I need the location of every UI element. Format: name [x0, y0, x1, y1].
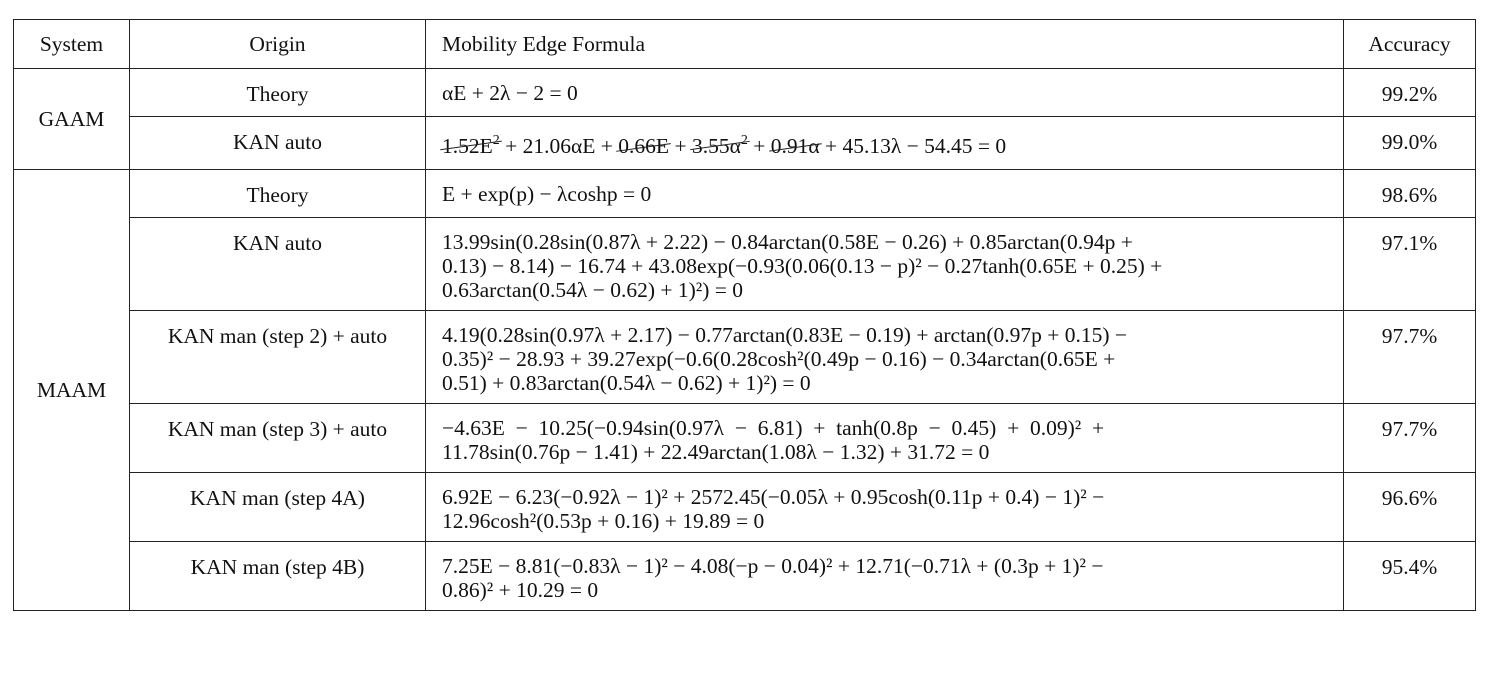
- formula-cell: [426, 473, 1344, 542]
- origin-cell: KAN auto: [130, 218, 426, 311]
- accuracy-cell: 97.7%: [1344, 404, 1476, 473]
- formula-line: 7.25E − 8.81(−0.83λ − 1)² − 4.08(−p − 0.04)² + 12.71(−0.71λ + (0.3p + 1)² −: [442, 554, 1104, 578]
- formula-line: 12.96cosh²(0.53p + 0.16) + 19.89 = 0: [442, 509, 765, 533]
- formula-line: 13.99sin(0.28sin(0.87λ + 2.22) − 0.84arctan(0.58E − 0.26) + 0.85arctan(0.94p +: [442, 230, 1133, 254]
- header-origin: Origin: [130, 20, 426, 69]
- header-formula: Mobility Edge Formula: [426, 20, 1344, 69]
- table-row: [14, 117, 1476, 170]
- accuracy-cell: 95.4%: [1344, 542, 1476, 611]
- header-accuracy: Accuracy: [1344, 20, 1476, 69]
- formula-cell: [426, 69, 1344, 117]
- system-cell-gaam: GAAM: [14, 69, 130, 170]
- formula-line: $1.52E^2 + 21.06\alpha E + 0.66E + 3.55\alpha^2 + 0.91\alpha + 45.13\lambda - 54.45 = 0$: [442, 129, 1331, 158]
- formula-line: αE + 2λ − 2 = 0: [442, 81, 578, 105]
- origin-cell: KAN man (step 4B): [130, 542, 426, 611]
- formula-cell: [426, 117, 1344, 170]
- accuracy-cell: 97.7%: [1344, 311, 1476, 404]
- table-row: [14, 69, 1476, 117]
- accuracy-cell: 99.0%: [1344, 117, 1476, 170]
- formula-line: −4.63E − 10.25(−0.94sin(0.97λ − 6.81) + tanh(0.8p − 0.45) + 0.09)² +: [442, 416, 1105, 440]
- struck-term: 0.91α: [770, 134, 820, 158]
- formula-line: 0.13) − 8.14) − 16.74 + 43.08exp(−0.93(0.06(0.13 − p)² − 0.27tanh(0.65E + 0.25) +: [442, 254, 1163, 278]
- table-row: [14, 542, 1476, 611]
- accuracy-cell: 96.6%: [1344, 473, 1476, 542]
- formula-line: 0.35)² − 28.93 + 39.27exp(−0.6(0.28cosh²(0.49p − 0.16) − 0.34arctan(0.65E +: [442, 347, 1116, 371]
- header-row: [14, 20, 1476, 69]
- origin-cell: KAN man (step 2) + auto: [130, 311, 426, 404]
- formula-line: 4.19(0.28sin(0.97λ + 2.17) − 0.77arctan(0.83E − 0.19) + arctan(0.97p + 0.15) −: [442, 323, 1128, 347]
- origin-cell: Theory: [130, 69, 426, 117]
- formula-line: 11.78sin(0.76p − 1.41) + 22.49arctan(1.08λ − 1.32) + 31.72 = 0: [442, 440, 990, 464]
- formula-line: 0.86)² + 10.29 = 0: [442, 578, 599, 602]
- formula-cell: [426, 218, 1344, 311]
- formula-cell: [426, 404, 1344, 473]
- accuracy-cell: 98.6%: [1344, 170, 1476, 218]
- accuracy-cell: 99.2%: [1344, 69, 1476, 117]
- formula-line: 0.51) + 0.83arctan(0.54λ − 0.62) + 1)²) = 0: [442, 371, 811, 395]
- table-row: [14, 404, 1476, 473]
- table-row: [14, 170, 1476, 218]
- struck-term: 0.66E: [618, 134, 670, 158]
- formula-cell: [426, 542, 1344, 611]
- origin-cell: KAN man (step 3) + auto: [130, 404, 426, 473]
- formula-cell: [426, 170, 1344, 218]
- header-system: System: [14, 20, 130, 69]
- table-row: [14, 218, 1476, 311]
- origin-cell: Theory: [130, 170, 426, 218]
- accuracy-cell: 97.1%: [1344, 218, 1476, 311]
- mobility-edge-table: [13, 19, 1476, 611]
- struck-term: $3.55\alpha^2$: [692, 129, 748, 158]
- system-cell-maam: MAAM: [14, 170, 130, 611]
- formula-line: 6.92E − 6.23(−0.92λ − 1)² + 2572.45(−0.05λ + 0.95cosh(0.11p + 0.4) − 1)² −: [442, 485, 1105, 509]
- formula-line: 0.63arctan(0.54λ − 0.62) + 1)²) = 0: [442, 278, 744, 302]
- origin-cell: KAN auto: [130, 117, 426, 170]
- origin-cell: KAN man (step 4A): [130, 473, 426, 542]
- table-row: [14, 311, 1476, 404]
- struck-term: $1.52E^2$: [442, 129, 500, 158]
- formula-line: E + exp(p) − λcoshp = 0: [442, 182, 652, 206]
- table-row: [14, 473, 1476, 542]
- formula-cell: [426, 311, 1344, 404]
